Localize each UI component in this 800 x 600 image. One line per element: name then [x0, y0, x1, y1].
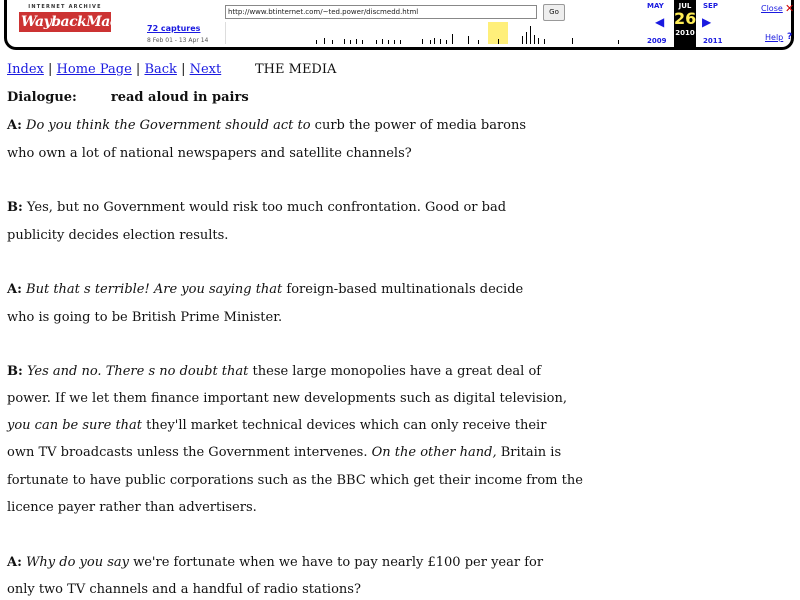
dialogue-line — [7, 200, 506, 215]
go-button[interactable]: Go — [543, 4, 565, 21]
close-link[interactable]: Close — [761, 4, 783, 13]
capture-bar — [316, 40, 317, 44]
capture-bar — [422, 39, 423, 44]
capture-bar — [572, 38, 573, 44]
capture-bar — [434, 38, 435, 44]
dialogue-line: who own a lot of national newspapers and satellite channels? — [7, 146, 412, 161]
captures-link[interactable]: 72 captures — [147, 24, 201, 33]
logo-main-text: WaybackMachine — [21, 14, 151, 30]
speaker-label: A: — [7, 282, 22, 297]
speaker-label: B: — [7, 200, 23, 215]
capture-bar — [478, 40, 479, 44]
capture-bar — [526, 32, 527, 44]
capture-bar — [382, 39, 383, 44]
current-day: 26 — [674, 9, 697, 28]
dialogue-heading — [7, 90, 249, 105]
dialogue-line: only two TV channels and a handful of radio stations? — [7, 582, 361, 597]
capture-bar — [522, 36, 523, 44]
next-month-link[interactable]: SEP — [703, 2, 718, 10]
prev-capture-arrow-icon[interactable]: ◀ — [655, 15, 665, 29]
capture-bar — [544, 39, 545, 44]
capture-bar — [534, 35, 535, 44]
index-link[interactable]: Index — [7, 62, 44, 77]
dialogue-line — [7, 282, 523, 297]
current-month: JUL — [678, 2, 692, 10]
current-capture-date — [674, 0, 696, 47]
italic-phrase: Why do you say — [26, 555, 129, 570]
capture-bar — [530, 26, 531, 44]
capture-bar — [344, 39, 345, 44]
capture-bar — [356, 39, 357, 44]
help-icon[interactable]: ? — [787, 32, 793, 42]
capture-sparkline[interactable] — [225, 22, 636, 44]
dialogue-line — [7, 445, 561, 460]
dialogue-line: power. If we let them finance important new developments such as digital television, — [7, 391, 567, 406]
capture-bar — [394, 40, 395, 44]
capture-bar — [332, 40, 333, 44]
dialogue-line — [7, 118, 526, 133]
line-text: Yes, but no Government would risk too much confrontation. Good or bad — [22, 200, 507, 215]
url-input[interactable]: http://www.btinternet.com/~ted.power/discmedd.html — [225, 5, 537, 19]
capture-bar — [400, 40, 401, 44]
capture-bar — [388, 40, 389, 44]
help-link[interactable]: Help — [765, 33, 784, 42]
italic-phrase: you can be sure that — [7, 418, 143, 433]
italic-phrase: But that s terrible! Are you saying that — [26, 282, 283, 297]
capture-bar — [446, 40, 447, 44]
dialogue-line: who is going to be British Prime Minister. — [7, 310, 283, 325]
dialogue-line — [7, 364, 541, 379]
line-text: we're fortunate when we have to pay nearly £100 per year for — [128, 555, 544, 570]
nav-separator: | — [181, 62, 186, 77]
wayback-toolbar — [4, 0, 794, 50]
dialogue-line — [7, 555, 543, 570]
line-text: they'll market technical devices which can only receive their — [142, 418, 547, 433]
italic-phrase: Do you think the Government should act to — [26, 118, 311, 133]
line-text: foreign-based multinationals decide — [282, 282, 524, 297]
capture-range: 8 Feb 01 - 13 Apr 14 — [147, 37, 209, 44]
italic-phrase: Yes and no. There s no doubt that — [26, 364, 249, 379]
capture-bar — [376, 40, 377, 44]
dialogue-line: licence payer rather than advertisers. — [7, 500, 257, 515]
capture-bar — [362, 40, 363, 44]
italic-phrase: On the other hand, — [371, 445, 497, 460]
speaker-label: B: — [7, 364, 23, 379]
capture-bar — [618, 40, 619, 44]
speaker-label: A: — [7, 555, 22, 570]
speaker-label: A: — [7, 118, 22, 133]
nav-separator: | — [48, 62, 53, 77]
capture-bar — [498, 39, 499, 44]
capture-bar — [452, 34, 453, 44]
capture-bar — [430, 40, 431, 44]
close-icon[interactable]: ✕ — [785, 2, 795, 15]
capture-bar — [538, 38, 539, 44]
nav-separator: | — [135, 62, 141, 77]
line-text: these large monopolies have a great deal of — [248, 364, 542, 379]
next-link[interactable]: Next — [189, 62, 222, 77]
dialogue-line: publicity decides election results. — [7, 228, 229, 243]
page-title: THE MEDIA — [255, 62, 337, 77]
prev-year-link[interactable]: 2009 — [647, 37, 667, 45]
prev-month-link[interactable]: MAY — [647, 2, 664, 10]
line-text: own TV broadcasts unless the Government intervenes. — [7, 445, 372, 460]
line-text: Britain is — [496, 445, 562, 460]
dialogue-line: fortunate to have public corporations such as the BBC which get their income from the — [7, 473, 583, 488]
capture-bar — [440, 39, 441, 44]
dialogue-line — [7, 418, 546, 433]
line-text: curb the power of media barons — [310, 118, 527, 133]
dialogue-instruction: read aloud in pairs — [110, 90, 249, 105]
current-year: 2010 — [675, 29, 695, 37]
back-link[interactable]: Back — [144, 62, 177, 77]
wayback-logo[interactable] — [19, 4, 151, 38]
capture-bar — [324, 38, 325, 44]
capture-bar — [350, 40, 351, 44]
next-capture-arrow-icon[interactable]: ▶ — [702, 15, 712, 29]
next-year-link[interactable]: 2011 — [703, 37, 723, 45]
logo-top-text: INTERNET ARCHIVE — [28, 4, 102, 10]
capture-bar — [468, 36, 469, 44]
page-nav — [7, 62, 221, 77]
home-page-link[interactable]: Home Page — [56, 62, 132, 77]
dialogue-label: Dialogue: — [7, 90, 77, 105]
